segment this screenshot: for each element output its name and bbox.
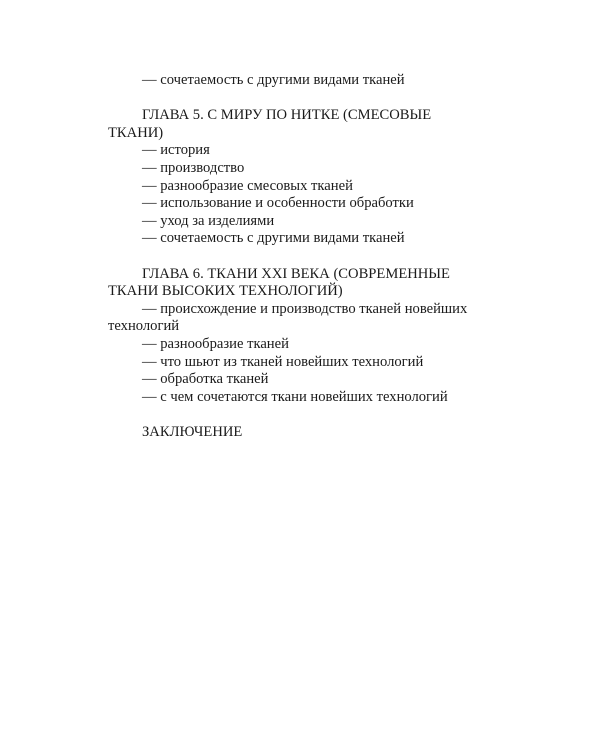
chapter-6-section xyxy=(108,266,498,407)
chapter-5-list-item: — использование и особенности обработки xyxy=(142,195,414,212)
chapter-6-list-item: — что шьют из тканей новейших технологий xyxy=(142,353,424,370)
chapter-6-list-item: — обработка тканей xyxy=(142,371,269,388)
chapter-5-heading-line-1: ГЛАВА 5. С МИРУ ПО НИТКЕ (СМЕСОВЫЕ xyxy=(142,107,432,124)
section-spacer xyxy=(108,406,498,424)
chapter-6-list-item-line-2: технологий xyxy=(108,318,180,335)
document-page xyxy=(108,72,498,441)
chapter-6-list-item: — с чем сочетаются ткани новейших технологий xyxy=(142,388,448,405)
chapter-5-list-item: — история xyxy=(142,142,210,159)
intro-list-item: — сочетаемость с другими видами тканей xyxy=(142,72,405,88)
conclusion-heading: ЗАКЛЮЧЕНИЕ xyxy=(142,423,243,440)
chapter-5-list-item: — разнообразие смесовых тканей xyxy=(142,177,353,194)
chapter-6-heading-line-1: ГЛАВА 6. ТКАНИ XXI ВЕКА (СОВРЕМЕННЫЕ xyxy=(142,265,450,282)
chapter-5-section xyxy=(108,107,498,248)
chapter-6-list-item-line-1: — происхождение и производство тканей новейших xyxy=(142,300,468,317)
chapter-6-list-item: — разнообразие тканей xyxy=(142,335,289,352)
chapter-5-list-item: — уход за изделиями xyxy=(142,212,275,229)
chapter-5-list-item: — сочетаемость с другими видами тканей xyxy=(142,230,405,247)
section-spacer xyxy=(108,248,498,266)
chapter-5-heading-line-2: ТКАНИ) xyxy=(108,124,164,141)
chapter-6-heading-line-2: ТКАНИ ВЫСОКИХ ТЕХНОЛОГИЙ) xyxy=(108,283,343,300)
section-spacer xyxy=(108,90,498,108)
chapter-5-list-item: — производство xyxy=(142,159,245,176)
